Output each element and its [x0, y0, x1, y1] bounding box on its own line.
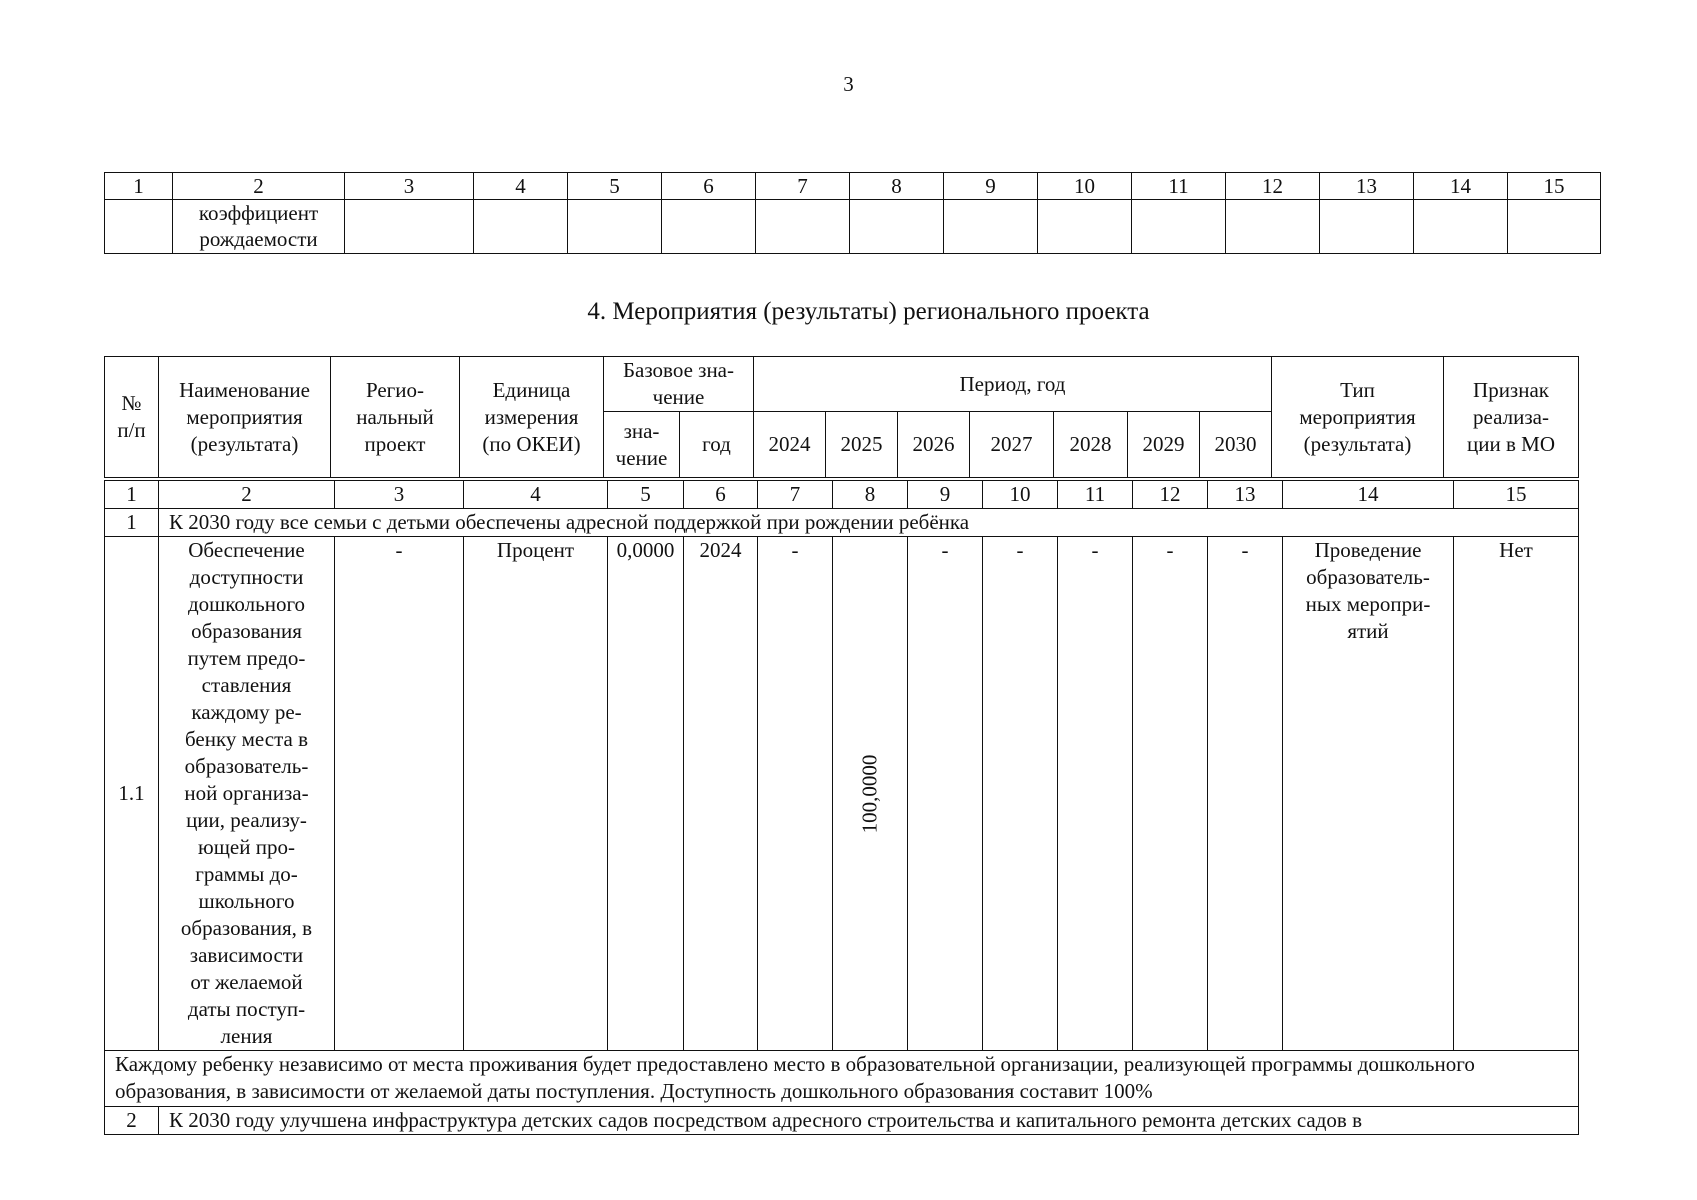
column-number: 11	[1132, 173, 1226, 200]
header-row	[105, 357, 1579, 412]
header-year: 2027	[970, 412, 1054, 478]
column-number: 15	[1508, 173, 1601, 200]
header-base-value-value: зна- чение	[604, 412, 680, 478]
header-period: Период, год	[754, 357, 1272, 412]
column-number: 9	[944, 173, 1038, 200]
header-base-value-year: год	[680, 412, 754, 478]
table-cell	[568, 200, 662, 254]
header-year: 2028	[1054, 412, 1128, 478]
column-number: 12	[1133, 481, 1208, 509]
column-number: 6	[684, 481, 758, 509]
column-number: 13	[1320, 173, 1414, 200]
column-number: 1	[105, 173, 173, 200]
column-number: 2	[159, 481, 335, 509]
column-number: 1	[105, 481, 159, 509]
column-number: 10	[1038, 173, 1132, 200]
continued-table	[104, 172, 1601, 254]
column-number: 3	[335, 481, 464, 509]
header-activity-type: Тип мероприятия (результата)	[1272, 357, 1444, 478]
table-row	[105, 200, 1601, 254]
activities-table-header	[104, 356, 1579, 478]
column-number-row	[105, 173, 1601, 200]
column-number: 7	[756, 173, 850, 200]
table-cell	[474, 200, 568, 254]
activity-value-2028: -	[1058, 537, 1133, 1051]
activity-unit: Процент	[464, 537, 608, 1051]
column-number: 8	[850, 173, 944, 200]
column-number: 8	[833, 481, 908, 509]
column-number: 4	[464, 481, 608, 509]
activity-name: Обеспечение доступности дошкольного образования путем предо- ставления каждому ре- бенку места в образователь- ной организа- ции, реализу- ющей про- граммы до- школьного образования, в зависимости от желаемой даты поступ- ления	[159, 537, 335, 1051]
page-number: 3	[843, 72, 854, 96]
header-regional-project: Регио- нальный проект	[331, 357, 460, 478]
column-number: 14	[1283, 481, 1454, 509]
table-cell	[105, 200, 173, 254]
column-number: 11	[1058, 481, 1133, 509]
table-cell	[1132, 200, 1226, 254]
table-cell	[345, 200, 474, 254]
column-number: 10	[983, 481, 1058, 509]
header-year: 2026	[898, 412, 970, 478]
activity-row	[105, 537, 1579, 1051]
task-row	[105, 1107, 1579, 1135]
activity-value-2024: -	[758, 537, 833, 1051]
header-base-value: Базовое зна- чение	[604, 357, 754, 412]
rotated-wrapper	[833, 537, 907, 1050]
header-year: 2030	[1200, 412, 1272, 478]
activity-value-2026: -	[908, 537, 983, 1051]
header-year: 2024	[754, 412, 826, 478]
table-cell	[756, 200, 850, 254]
activity-implementation-sign: Нет	[1454, 537, 1579, 1051]
task-text: К 2030 году улучшена инфраструктура детских садов посредством адресного строительства и капитального ремонта детских садов в	[159, 1107, 1579, 1135]
header-activity-name: Наименование мероприятия (результата)	[159, 357, 331, 478]
table-cell	[1508, 200, 1601, 254]
column-number: 6	[662, 173, 756, 200]
column-number: 13	[1208, 481, 1283, 509]
activity-base-year: 2024	[684, 537, 758, 1051]
activity-number: 1.1	[105, 537, 159, 1051]
column-number: 9	[908, 481, 983, 509]
column-number: 15	[1454, 481, 1579, 509]
header-year: 2029	[1128, 412, 1200, 478]
header-year: 2025	[826, 412, 898, 478]
table-cell	[944, 200, 1038, 254]
task-row	[105, 509, 1579, 537]
activity-value-2030: -	[1208, 537, 1283, 1051]
column-number: 4	[474, 173, 568, 200]
table-cell	[1226, 200, 1320, 254]
task-number: 1	[105, 509, 159, 537]
activities-table	[104, 480, 1579, 1135]
column-number: 14	[1414, 173, 1508, 200]
column-number: 2	[173, 173, 345, 200]
column-number: 7	[758, 481, 833, 509]
column-number: 3	[345, 173, 474, 200]
activity-value-2025: 100,0000	[857, 754, 882, 833]
table-cell	[1320, 200, 1414, 254]
activity-value-2025-cell	[833, 537, 908, 1051]
header-implementation-sign: Признак реализа- ции в МО	[1444, 357, 1579, 478]
activity-note: Каждому ребенку независимо от места проживания будет предоставлено место в образовательной организации, реализующей программы дошкольного образования, в зависимости от желаемой даты поступления. Доступность дошкольного образования составит 100%	[105, 1051, 1579, 1107]
table-cell	[1038, 200, 1132, 254]
activity-regional-project: -	[335, 537, 464, 1051]
indicator-name-cell: коэффициент рождаемости	[173, 200, 345, 254]
column-number: 5	[608, 481, 684, 509]
table-cell	[662, 200, 756, 254]
column-number: 12	[1226, 173, 1320, 200]
header-unit: Единица измерения (по ОКЕИ)	[460, 357, 604, 478]
header-number: № п/п	[105, 357, 159, 478]
task-number: 2	[105, 1107, 159, 1135]
activity-base-value: 0,0000	[608, 537, 684, 1051]
table-cell	[850, 200, 944, 254]
section-title: 4. Мероприятия (результаты) регионального проекта	[587, 298, 1150, 325]
task-text: К 2030 году все семьи с детьми обеспечены адресной поддержкой при рождении ребёнка	[159, 509, 1579, 537]
activity-value-2027: -	[983, 537, 1058, 1051]
table-cell	[1414, 200, 1508, 254]
column-number-row	[105, 481, 1579, 509]
column-number: 5	[568, 173, 662, 200]
activity-note-row	[105, 1051, 1579, 1107]
activity-type: Проведение образователь- ных меропри- ятий	[1283, 537, 1454, 1051]
activity-value-2029: -	[1133, 537, 1208, 1051]
